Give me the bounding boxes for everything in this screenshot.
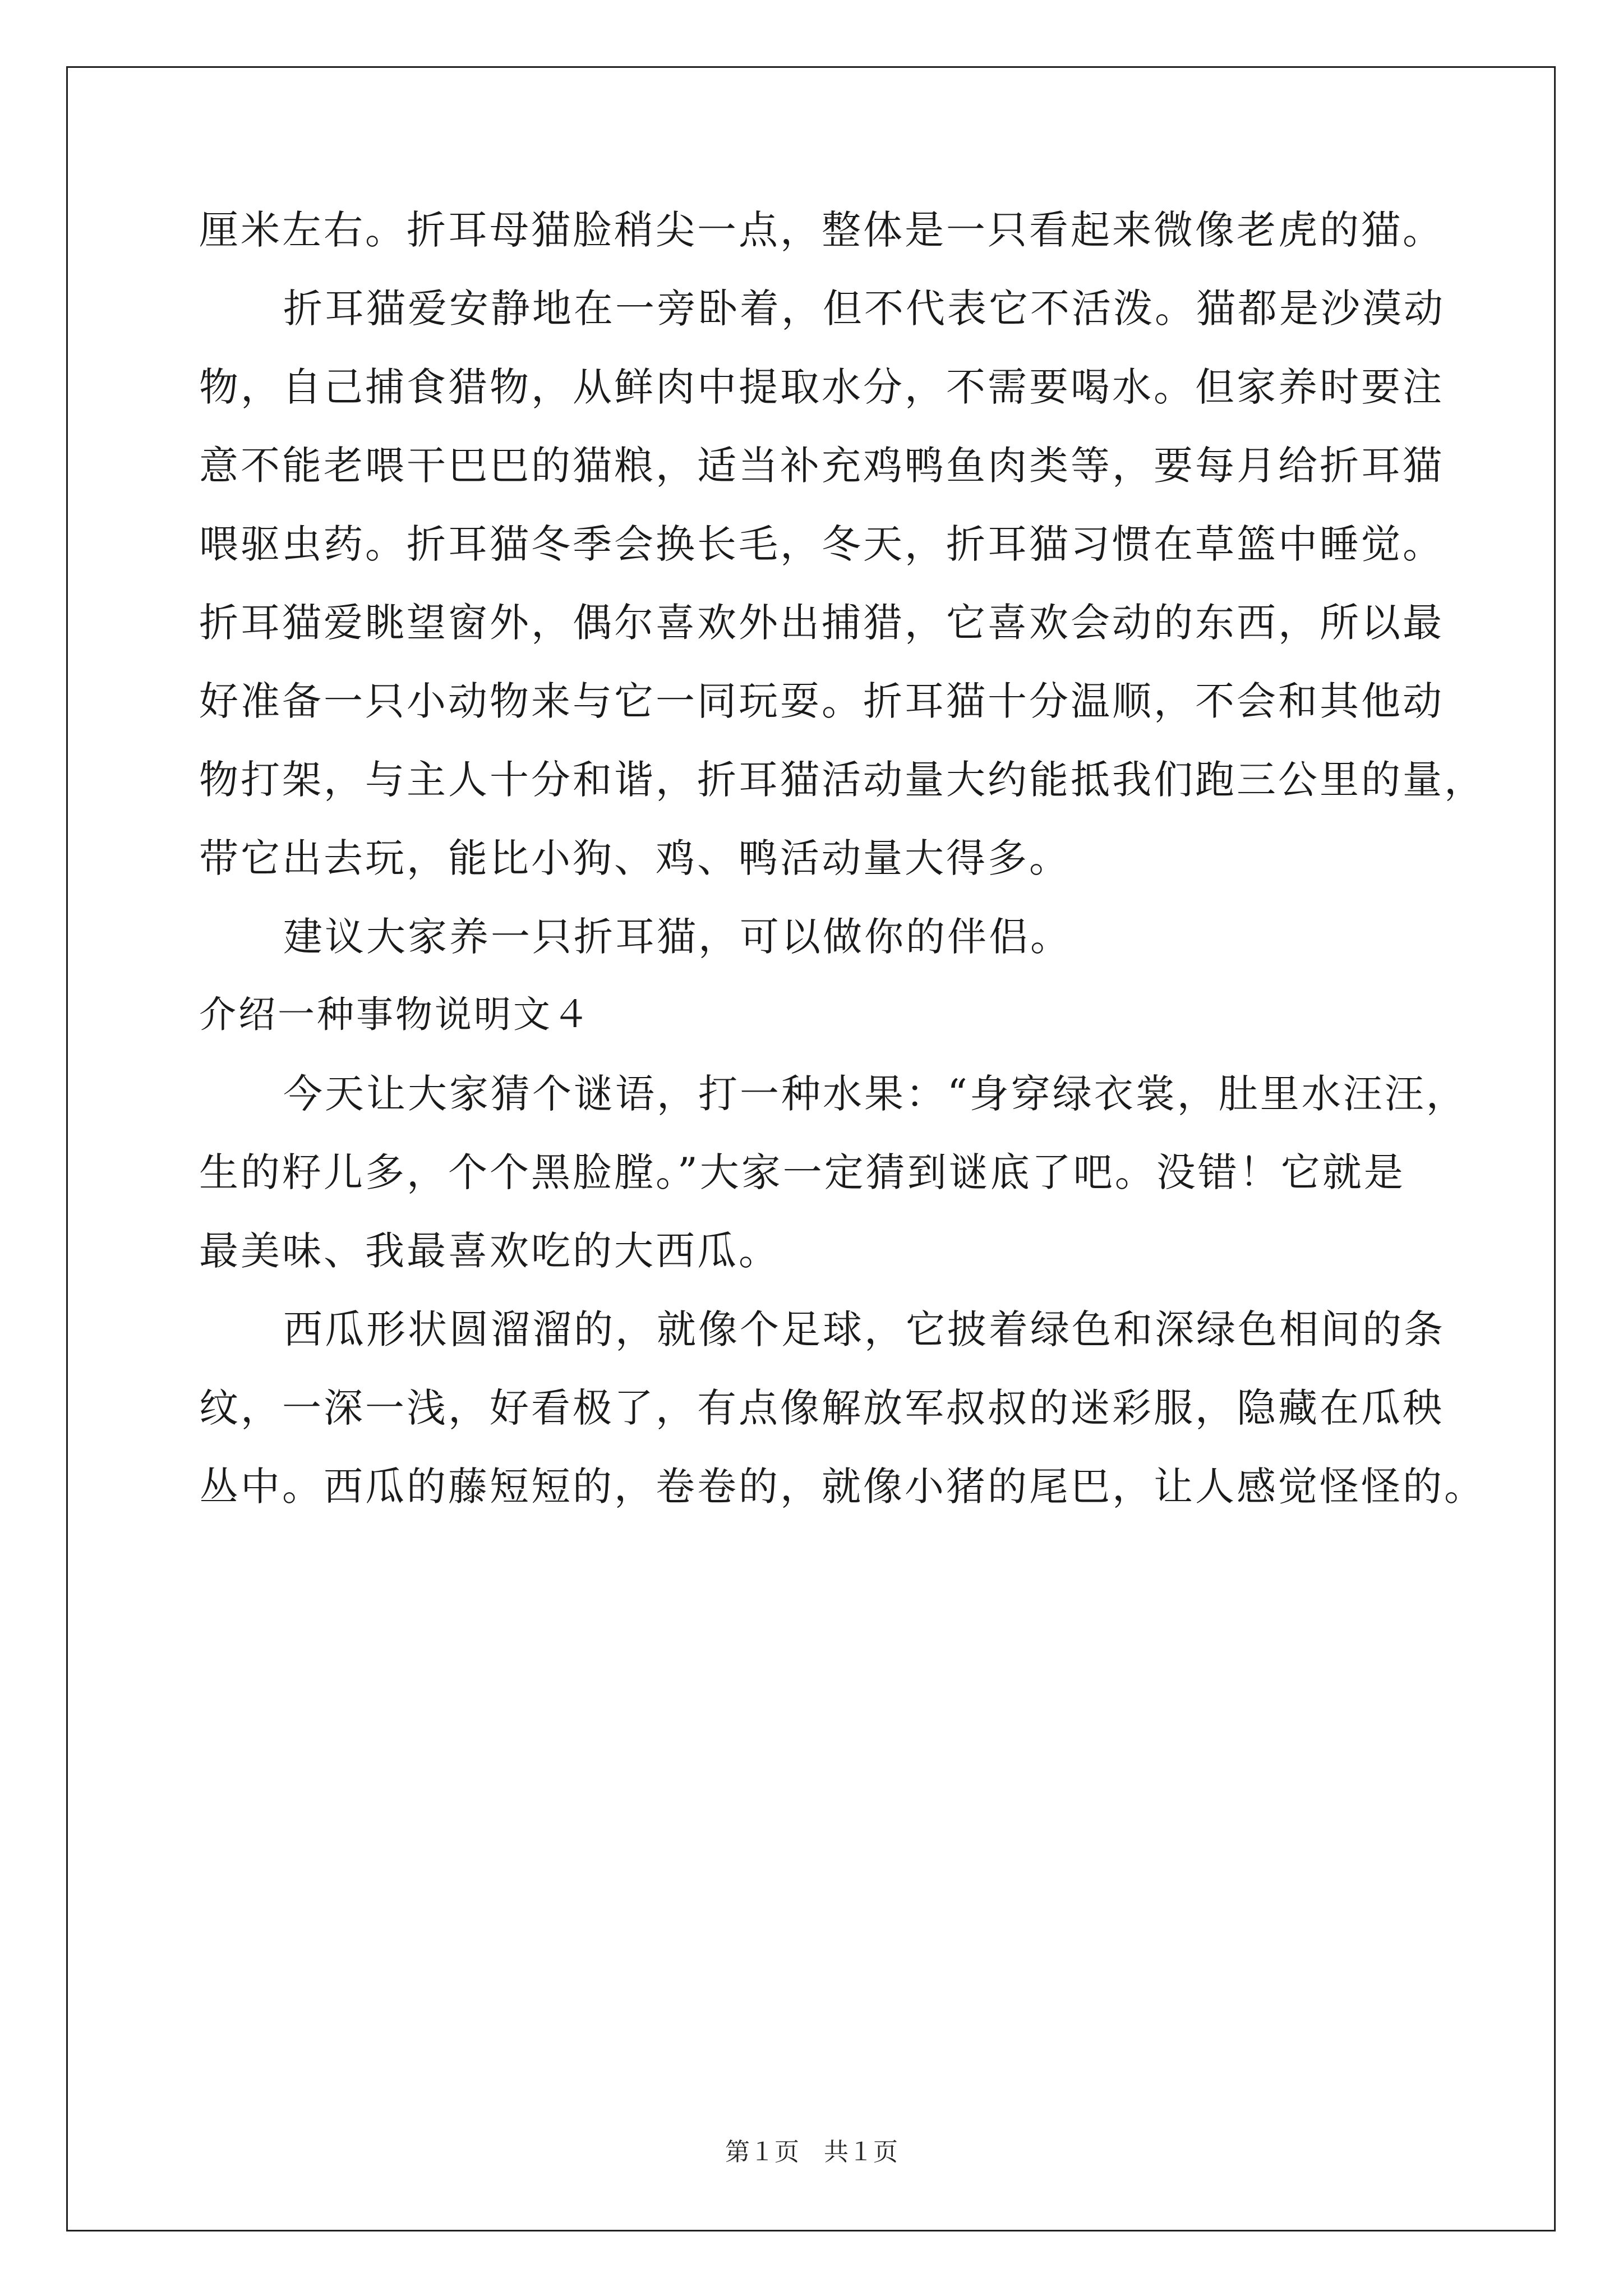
section-heading: 介绍一种事物说明文４ [199,995,592,1036]
paragraph-start: 今天让大家猜个谜语，打一种水果：“身穿绿衣裳，肚里水汪汪， [283,1071,1468,1117]
paragraph-start: 折耳猫爱安静地在一旁卧着，但不代表它不活泼。猫都是沙漠动 [283,286,1445,332]
text-line: 厘米左右。折耳母猫脸稍尖一点，整体是一只看起来微像老虎的猫。 [199,207,1444,253]
text-line: 最美味、我最喜欢吃的大西瓜。 [199,1228,780,1274]
text-line: 生的籽儿多，个个黑脸膛。”大家一定猜到谜底了吧。没错！它就是 [199,1149,1405,1195]
text-line: 意不能老喂干巴巴的猫粮，适当补充鸡鸭鱼肉类等，要每月给折耳猫 [199,443,1444,489]
paragraph-start: 西瓜形状圆溜溜的，就像个足球，它披着绿色和深绿色相间的条 [283,1306,1445,1352]
paragraph-start: 建议大家养一只折耳猫，可以做你的伴侣。 [283,914,1072,960]
page-footer: 第１页 共１页 [725,2138,898,2166]
text-line: 纹，一深一浅，好看极了，有点像解放军叔叔的迷彩服，隐藏在瓜秧 [199,1385,1444,1431]
text-line: 带它出去玩，能比小狗、鸡、鸭活动量大得多。 [199,835,1071,881]
text-line: 丛中。西瓜的藤短短的，卷卷的，就像小猪的尾巴，让人感觉怪怪的。 [199,1464,1486,1510]
text-line: 物打架，与主人十分和谐，折耳猫活动量大约能抵我们跑三公里的量， [199,757,1486,803]
text-line: 折耳猫爱眺望窗外，偶尔喜欢外出捕猎，它喜欢会动的东西，所以最 [199,600,1444,646]
text-line: 喂驱虫药。折耳猫冬季会换长毛，冬天，折耳猫习惯在草篮中睡觉。 [199,521,1444,567]
text-line: 好准备一只小动物来与它一同玩耍。折耳猫十分温顺，不会和其他动 [199,678,1444,724]
text-line: 物，自己捕食猎物，从鲜肉中提取水分，不需要喝水。但家养时要注 [199,364,1444,410]
